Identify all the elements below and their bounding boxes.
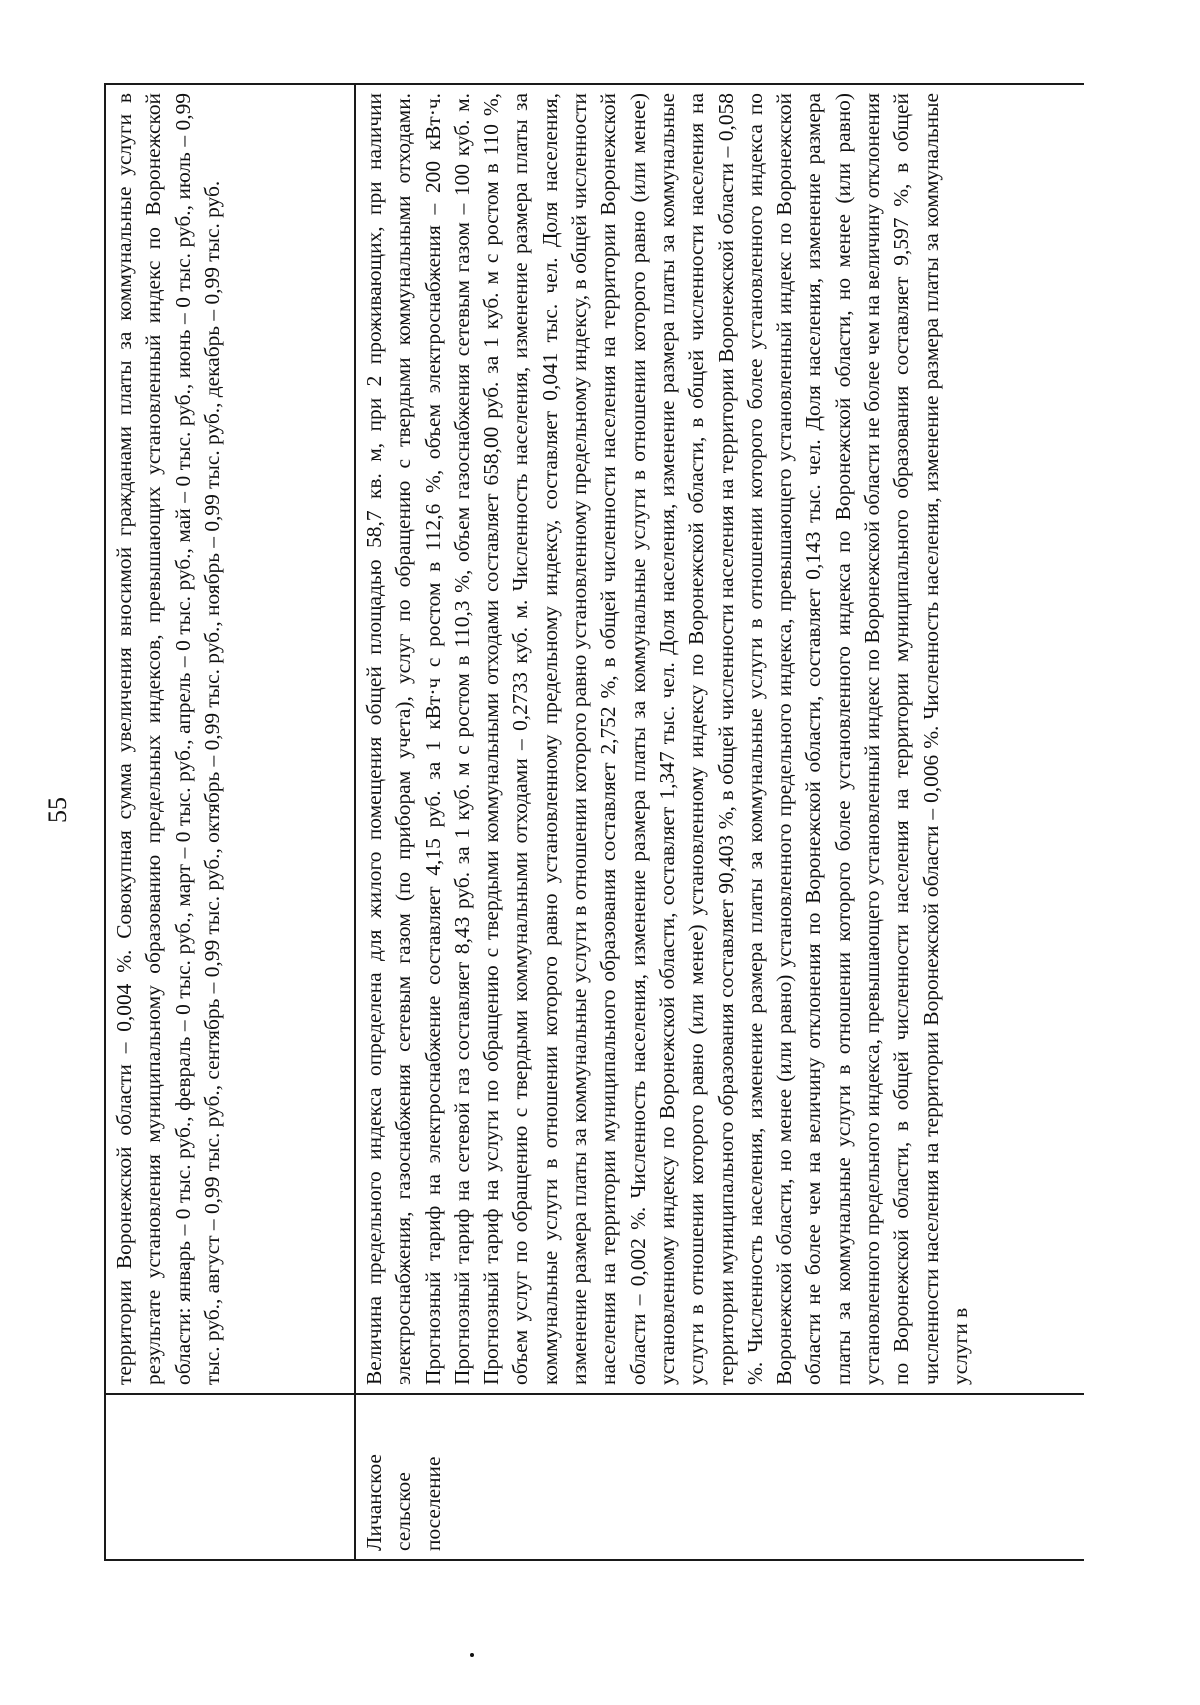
landscape-page: [104, 83, 1084, 1561]
page-number: 55: [43, 797, 72, 823]
scan-dot-mark: [470, 1653, 474, 1657]
municipality-name-cell: [105, 1394, 355, 1560]
municipality-name-cell: Личанское сельское поселение: [355, 1394, 1084, 1560]
rotated-table-frame: [104, 83, 1084, 1561]
table-row: [105, 84, 355, 1560]
description-cell: Величина предельного индекса определена для жилого помещения общей площадью 58,7 кв. м, при 2 проживающих, при наличии электроснабжения, газоснабжения сетевым газом (по приборам учета), услуг по обращению с твердыми коммунальными отходами. Прогнозный тариф на электроснабжение составляет 4,15 руб. за 1 кВт·ч с ростом в 112,6 %, объем электроснабжения – 200 кВт·ч. Прогнозный тариф на сетевой газ составляет 8,43 руб. за 1 куб. м с ростом в 110,3 %, объем газоснабжения сетевым газом – 100 куб. м. Прогнозный тариф на услуги по обращению с твердыми коммунальными отходами составляет 658,00 руб. за 1 куб. м с ростом в 110 %, объем услуг по обращению с твердыми коммунальными отходами – 0,2733 куб. м. Численность населения, изменение размера платы за коммунальные услуги в отношении которого равно установленному предельному индексу, составляет 0,041 тыс. чел. Доля населения, изменение размера платы за коммунальные услуги в отношении которого равно установленному предельному индексу, в общей численности населения на территории муниципального образования составляет 2,752 %, в общей численности населения на территории Воронежской области – 0,002 %. Численность населения, изменение размера платы за коммунальные услуги в отношении которого равно (или менее) установленному индексу по Воронежской области, составляет 1,347 тыс. чел. Доля населения, изменение размера платы за коммунальные услуги в отношении которого равно (или менее) установленному индексу по Воронежской области, в общей численности населения на территории муниципального образования составляет 90,403 %, в общей численности населения на территории Воронежской области – 0,058 %. Численность населения, изменение размера платы за коммунальные услуги в отношении которого более установленного индекса по Воронежской области, но менее (или равно) установленного предельного индекса, превышающего установленный индекс по Воронежской области не более чем на величину отклонения по Воронежской области, составляет 0,143 тыс. чел. Доля населения, изменение размера платы за коммунальные услуги в отношении которого более установленного индекса по Воронежской области, но менее (или равно) установленного предельного индекса, превышающего установленный индекс по Воронежской области не более чем на величину отклонения по Воронежской области, в общей численности населения на территории муниципального образования составляет 9,597 %, в общей численности населения на территории Воронежской области – 0,006 %. Численность населения, изменение размера платы за коммунальные услуги в: [355, 84, 1084, 1394]
table-row: [355, 84, 1084, 1560]
description-cell: территории Воронежской области – 0,004 %. Совокупная сумма увеличения вносимой гражданами платы за коммунальные услуги в результате установления муниципальному образованию предельных индексов, превышающих установленный индекс по Воронежской области: январь – 0 тыс. руб., февраль – 0 тыс. руб., март – 0 тыс. руб., апрель – 0 тыс. руб., май – 0 тыс. руб., июнь – 0 тыс. руб., июль – 0,99 тыс. руб., август – 0,99 тыс. руб., сентябрь – 0,99 тыс. руб., октябрь – 0,99 тыс. руб., ноябрь – 0,99 тыс. руб., декабрь – 0,99 тыс. руб.: [105, 84, 355, 1394]
data-table: [104, 83, 1084, 1561]
